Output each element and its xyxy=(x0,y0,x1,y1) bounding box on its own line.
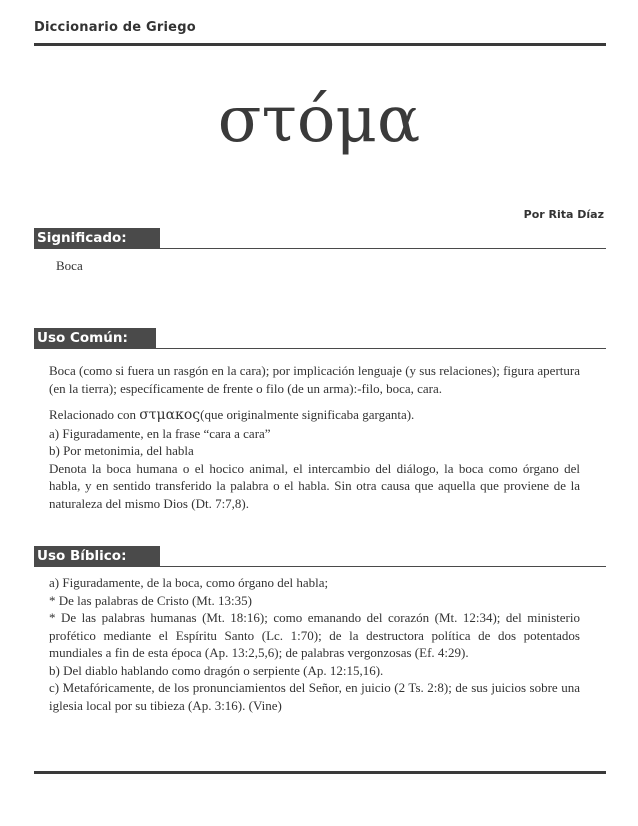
uso-biblico-star-1: * De las palabras de Cristo (Mt. 13:35) xyxy=(49,592,252,608)
related-prefix: Relacionado con xyxy=(49,407,140,422)
section-rule-uso-biblico xyxy=(34,566,606,567)
uso-comun-related-line xyxy=(49,406,580,425)
header-rule xyxy=(34,43,606,46)
section-rule-significado xyxy=(34,248,606,249)
uso-biblico-item-c: c) Metafóricamente, de los pronunciamientos del Señor, en juicio (2 Ts. 2:8); de sus juicios sobre una iglesia local por su tibieza (Ap. 3:16). (Vine) xyxy=(49,680,580,713)
uso-comun-paragraph-1: Boca (como si fuera un rasgón en la cara); por implicación lenguaje (y sus relaciones); figura apertura (en la tierra); específicamente de frente o filo (de un arma):-filo, boca, cara. xyxy=(49,363,580,396)
uso-biblico-star-2: * De las palabras humanas (Mt. 18:16); como emanando del corazón (Mt. 12:34); del ministerio profético mediante el Espíritu Santo (Lc. 1:70); de la destructora política de dos potentados mundiales a fin de esta época (Ap. 13:2,5,6); de palabras vergonzosas (Ef. 4:29). xyxy=(49,610,580,660)
section-label-uso-comun: Uso Común: xyxy=(34,328,156,349)
greek-headword: στόμα xyxy=(217,83,421,157)
section-label-significado: Significado: xyxy=(34,228,160,249)
uso-biblico-item-b: b) Del diablo hablando como dragón o serpiente (Ap. 12:15,16). xyxy=(49,662,384,678)
related-suffix: (que originalmente significaba garganta). xyxy=(200,407,415,422)
uso-comun-item-a: a) Figuradamente, en la frase “cara a cara” xyxy=(49,425,271,441)
uso-biblico-item-a: a) Figuradamente, de la boca, como órgano del habla; xyxy=(49,575,329,590)
footer-rule xyxy=(34,771,606,774)
section-rule-uso-comun xyxy=(34,348,606,349)
section-label-uso-biblico: Uso Bíblico: xyxy=(34,546,160,567)
uso-comun-item-b: b) Por metonimia, del habla xyxy=(49,443,194,458)
uso-comun-body xyxy=(49,362,580,512)
related-greek-word: στμακος xyxy=(139,407,201,423)
author-byline: Por Rita Díaz xyxy=(523,208,604,221)
uso-comun-paragraph-2: Denota la boca humana o el hocico animal, el intercambio del diálogo, la boca como órgano del habla, y en sentido transferido la palabra o el habla. Sin otra causa que aquella que proviene de la naturaleza del mismo Dios (Dt. 7:7,8). xyxy=(49,460,580,511)
document-header-title: Diccionario de Griego xyxy=(34,20,196,35)
significado-text: Boca xyxy=(56,258,83,273)
uso-biblico-body xyxy=(49,574,580,714)
